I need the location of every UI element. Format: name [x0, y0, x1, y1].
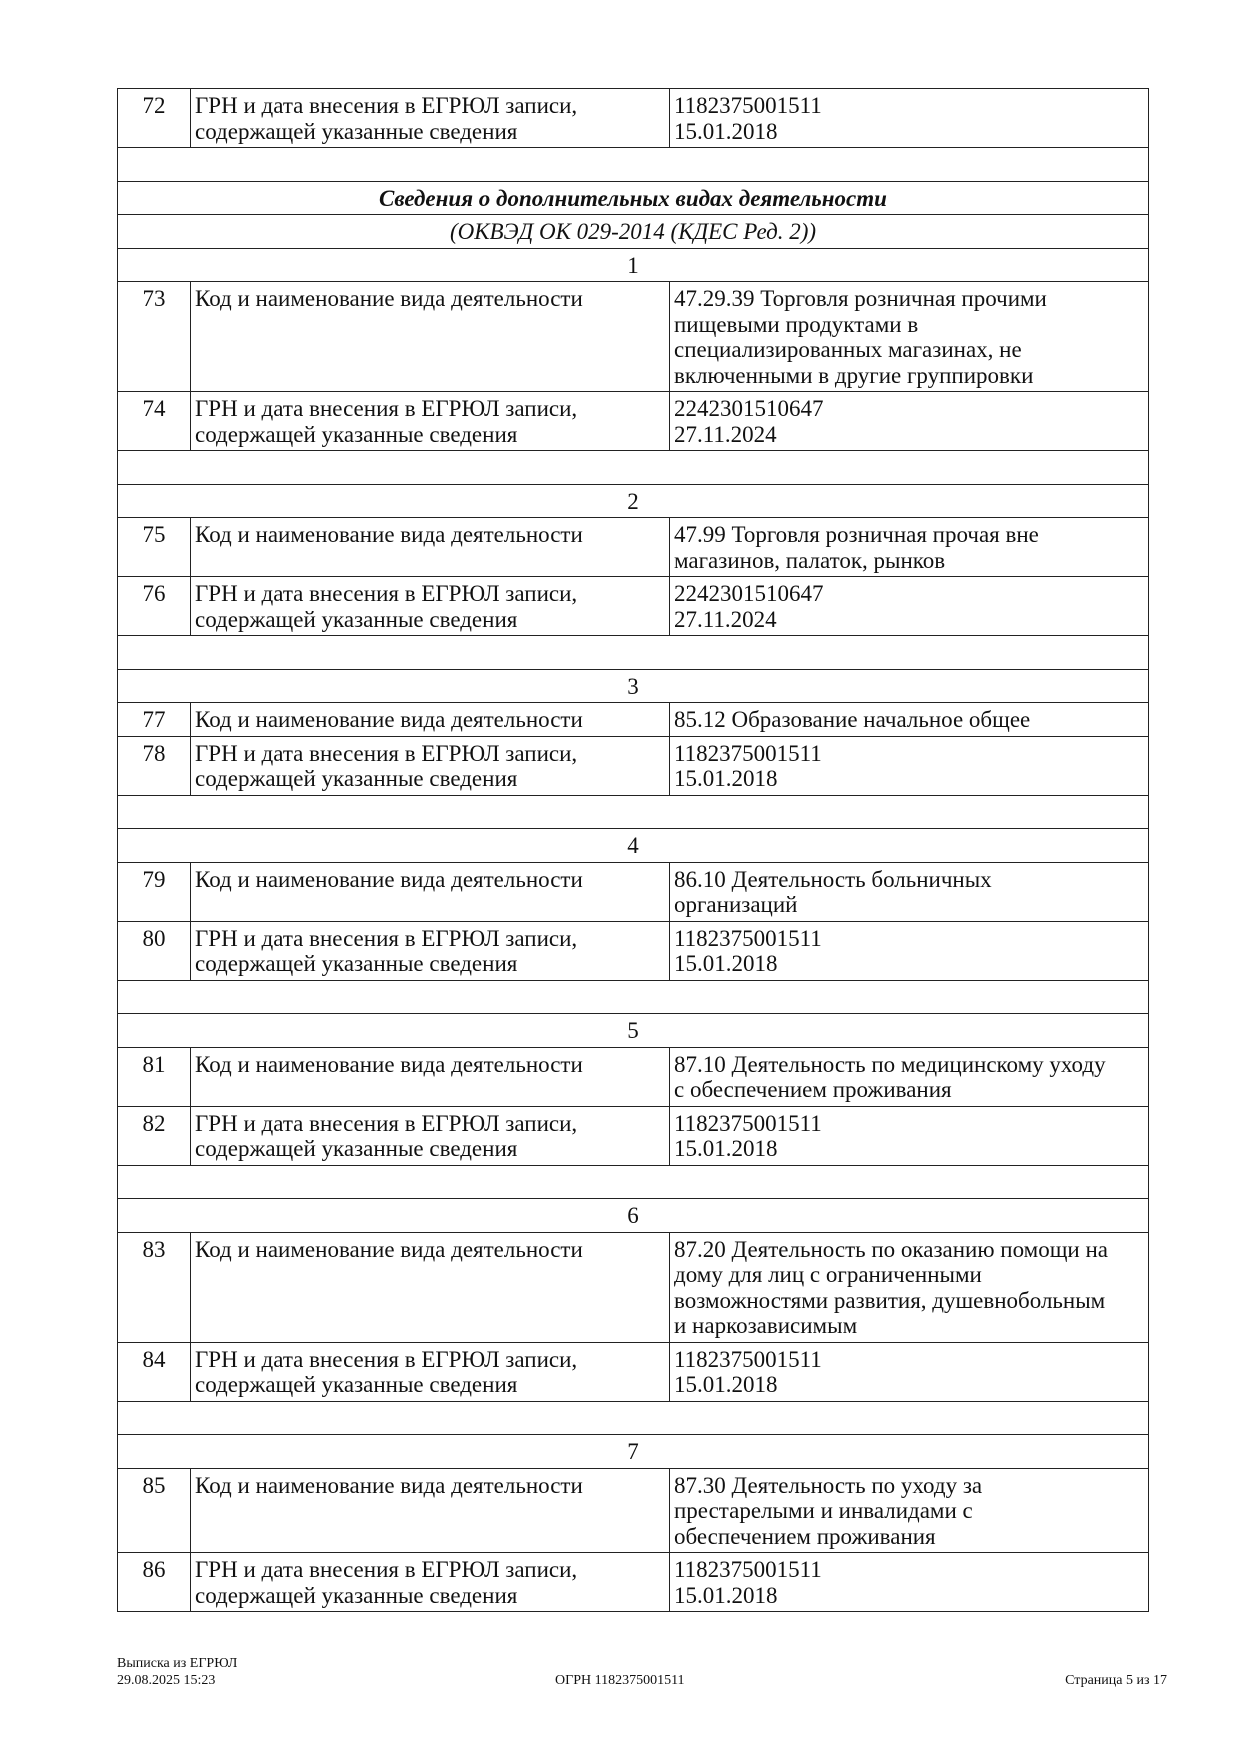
field-value: [670, 282, 1149, 392]
row-number-line: 86: [142, 1557, 166, 1582]
table-row: [118, 736, 1149, 795]
group-number-line: 4: [627, 833, 639, 858]
field-value-line: 85.12 Образование начальное общее: [674, 707, 1031, 732]
group-number-row: [118, 248, 1149, 282]
table-row: [118, 862, 1149, 921]
section-subheading: [118, 215, 1149, 249]
table-row: [118, 921, 1149, 980]
table-row: [118, 1232, 1149, 1342]
group-number-line: 3: [627, 673, 639, 699]
field-name: [191, 577, 670, 636]
field-name-line: содержащей указанные сведения: [195, 1136, 518, 1161]
footer-page-number: Страница 5 из 17: [1065, 1673, 1167, 1688]
row-number: [118, 1468, 191, 1553]
field-name: [191, 1106, 670, 1165]
field-value-line: 2242301510647: [674, 396, 824, 421]
field-name-line: ГРН и дата внесения в ЕГРЮЛ записи,: [195, 925, 578, 951]
field-name-line: Код и наименование вида деятельности: [195, 1051, 583, 1077]
table-row: [118, 703, 1149, 737]
field-value-line: 15.01.2018: [674, 951, 778, 976]
field-value-line: 15.01.2018: [674, 1582, 778, 1608]
group-number: [118, 829, 1149, 863]
table-row: [118, 1047, 1149, 1106]
field-name-line: ГРН и дата внесения в ЕГРЮЛ записи,: [195, 740, 578, 766]
section-heading-line: Сведения о дополнительных видах деятельности: [379, 185, 887, 211]
field-name-line: ГРН и дата внесения в ЕГРЮЛ записи,: [195, 1110, 578, 1136]
row-number-line: 72: [142, 93, 166, 118]
row-number-line: 81: [142, 1051, 166, 1077]
group-number-line: 5: [627, 1018, 639, 1043]
section-heading: [118, 181, 1149, 215]
row-number: [118, 1047, 191, 1106]
row-number-line: 79: [142, 866, 166, 892]
field-name: [191, 1468, 670, 1553]
egrul-activities-table: [117, 88, 1149, 1612]
field-value-line: 47.99 Торговля розничная прочая вне: [674, 522, 1039, 547]
field-name-line: ГРН и дата внесения в ЕГРЮЛ записи,: [195, 396, 578, 421]
field-name: [191, 736, 670, 795]
field-value-line: с обеспечением проживания: [674, 1077, 952, 1102]
field-value-line: 1182375001511: [674, 1110, 822, 1136]
row-number: [118, 1553, 191, 1612]
spacer-row: [118, 1165, 1149, 1199]
field-name: [191, 703, 670, 737]
row-number: [118, 89, 191, 148]
field-value: [670, 1553, 1149, 1612]
empty-cell: [118, 451, 1149, 485]
field-name-line: ГРН и дата внесения в ЕГРЮЛ записи,: [195, 1346, 578, 1372]
field-value: [670, 736, 1149, 795]
field-value-line: 27.11.2024: [674, 606, 777, 632]
field-name-line: Код и наименование вида деятельности: [195, 286, 583, 311]
field-name-line: Код и наименование вида деятельности: [195, 1472, 583, 1498]
field-value: [670, 703, 1149, 737]
table-row: [118, 518, 1149, 577]
field-value: [670, 392, 1149, 451]
group-number-row: [118, 1435, 1149, 1469]
field-value-line: 1182375001511: [674, 740, 822, 766]
field-value-line: 15.01.2018: [674, 1136, 778, 1161]
field-name-line: содержащей указанные сведения: [195, 1372, 518, 1397]
field-value: [670, 577, 1149, 636]
table-row: [118, 392, 1149, 451]
row-number: [118, 577, 191, 636]
footer-ogrn: ОГРН 1182375001511: [555, 1673, 685, 1688]
field-value-line: 1182375001511: [674, 93, 822, 118]
spacer-row: [118, 148, 1149, 182]
empty-cell: [118, 980, 1149, 1014]
row-number-line: 77: [142, 707, 166, 732]
field-name-line: Код и наименование вида деятельности: [195, 707, 583, 732]
field-value-line: 1182375001511: [674, 1346, 822, 1372]
row-number: [118, 921, 191, 980]
row-number: [118, 703, 191, 737]
group-number: [118, 484, 1149, 518]
field-name-line: Код и наименование вида деятельности: [195, 522, 583, 547]
field-name: [191, 89, 670, 148]
field-name: [191, 282, 670, 392]
table-row: [118, 1106, 1149, 1165]
field-name-line: Код и наименование вида деятельности: [195, 1236, 583, 1262]
field-value-line: 27.11.2024: [674, 421, 777, 447]
field-name: [191, 1553, 670, 1612]
field-value-line: 47.29.39 Торговля розничная прочими: [674, 286, 1047, 311]
field-value-line: 15.01.2018: [674, 766, 778, 791]
group-number-line: 1: [627, 252, 639, 278]
field-value-line: 2242301510647: [674, 581, 824, 606]
row-number: [118, 518, 191, 577]
field-name-line: содержащей указанные сведения: [195, 606, 518, 632]
row-number-line: 83: [142, 1236, 166, 1262]
field-value-line: 1182375001511: [674, 925, 822, 951]
field-value-line: дому для лиц с ограниченными: [674, 1262, 982, 1287]
field-name: [191, 1232, 670, 1342]
row-number-line: 78: [142, 740, 166, 766]
field-value-line: 87.30 Деятельность по уходу за: [674, 1472, 983, 1498]
spacer-row: [118, 980, 1149, 1014]
field-value-line: 1182375001511: [674, 1557, 822, 1582]
group-number-row: [118, 1199, 1149, 1233]
group-number: [118, 1014, 1149, 1048]
table-row: [118, 1342, 1149, 1401]
group-number-line: 2: [627, 488, 639, 514]
field-value: [670, 1468, 1149, 1553]
empty-cell: [118, 1165, 1149, 1199]
row-number-line: 82: [142, 1110, 166, 1136]
section-heading-row: [118, 181, 1149, 215]
field-value: [670, 1232, 1149, 1342]
row-number: [118, 1342, 191, 1401]
field-value-line: специализированных магазинах, не: [674, 337, 1022, 362]
footer-left: [117, 1655, 237, 1689]
group-number: [118, 1435, 1149, 1469]
field-name: [191, 921, 670, 980]
field-value: [670, 89, 1149, 148]
field-name-line: содержащей указанные сведения: [195, 118, 518, 144]
empty-cell: [118, 148, 1149, 182]
table-row: [118, 577, 1149, 636]
row-number: [118, 282, 191, 392]
field-name-line: содержащей указанные сведения: [195, 1582, 518, 1608]
field-name-line: ГРН и дата внесения в ЕГРЮЛ записи,: [195, 1557, 578, 1582]
row-number-line: 76: [142, 581, 166, 606]
group-number-line: 6: [627, 1203, 639, 1228]
field-value-line: возможностями развития, душевнобольным: [674, 1287, 1106, 1313]
group-number: [118, 669, 1149, 703]
empty-cell: [118, 795, 1149, 829]
row-number-line: 80: [142, 925, 166, 951]
group-number-row: [118, 669, 1149, 703]
spacer-row: [118, 795, 1149, 829]
field-name-line: содержащей указанные сведения: [195, 421, 518, 447]
field-name: [191, 392, 670, 451]
field-value-line: 87.20 Деятельность по оказанию помощи на: [674, 1236, 1109, 1262]
field-value-line: 87.10 Деятельность по медицинскому уходу: [674, 1051, 1106, 1077]
group-number-row: [118, 1014, 1149, 1048]
field-value-line: 86.10 Деятельность больничных: [674, 866, 992, 892]
field-name: [191, 1342, 670, 1401]
field-value-line: включенными в другие группировки: [674, 362, 1034, 388]
field-value: [670, 518, 1149, 577]
field-value-line: престарелыми и инвалидами с: [674, 1498, 973, 1523]
field-name-line: содержащей указанные сведения: [195, 951, 518, 976]
field-name-line: Код и наименование вида деятельности: [195, 866, 583, 892]
field-value: [670, 862, 1149, 921]
row-number-line: 85: [142, 1472, 166, 1498]
group-number-row: [118, 829, 1149, 863]
field-name: [191, 862, 670, 921]
group-number-line: 7: [627, 1439, 639, 1464]
group-number: [118, 248, 1149, 282]
row-number-line: 84: [142, 1346, 166, 1372]
table-row: [118, 1468, 1149, 1553]
spacer-row: [118, 451, 1149, 485]
spacer-row: [118, 636, 1149, 670]
field-name-line: ГРН и дата внесения в ЕГРЮЛ записи,: [195, 581, 578, 606]
row-number: [118, 862, 191, 921]
field-value: [670, 921, 1149, 980]
row-number-line: 75: [142, 522, 166, 547]
section-subheading-row: [118, 215, 1149, 249]
footer-datetime: 29.08.2025 15:23: [117, 1673, 216, 1688]
row-number: [118, 392, 191, 451]
field-value-line: пищевыми продуктами в: [674, 311, 919, 337]
empty-cell: [118, 636, 1149, 670]
table-row: [118, 1553, 1149, 1612]
field-name-line: содержащей указанные сведения: [195, 766, 518, 791]
field-value-line: обеспечением проживания: [674, 1523, 936, 1549]
group-number: [118, 1199, 1149, 1233]
empty-cell: [118, 1401, 1149, 1435]
field-value-line: магазинов, палаток, рынков: [674, 547, 946, 573]
field-name-line: ГРН и дата внесения в ЕГРЮЛ записи,: [195, 93, 578, 118]
row-number: [118, 1232, 191, 1342]
row-number-line: 74: [142, 396, 166, 421]
row-number: [118, 736, 191, 795]
field-value-line: 15.01.2018: [674, 1372, 778, 1397]
spacer-row: [118, 1401, 1149, 1435]
table-row: [118, 282, 1149, 392]
footer-doc-title: Выписка из ЕГРЮЛ: [117, 1656, 238, 1671]
field-value-line: и наркозависимым: [674, 1313, 858, 1338]
table-row: [118, 89, 1149, 148]
field-value: [670, 1342, 1149, 1401]
row-number: [118, 1106, 191, 1165]
section-subheading-line: (ОКВЭД ОК 029-2014 (КДЕС Ред. 2)): [449, 219, 817, 244]
group-number-row: [118, 484, 1149, 518]
field-name: [191, 518, 670, 577]
field-value: [670, 1047, 1149, 1106]
field-value-line: 15.01.2018: [674, 118, 778, 144]
field-value-line: организаций: [674, 892, 798, 917]
field-name: [191, 1047, 670, 1106]
field-value: [670, 1106, 1149, 1165]
row-number-line: 73: [142, 286, 166, 311]
